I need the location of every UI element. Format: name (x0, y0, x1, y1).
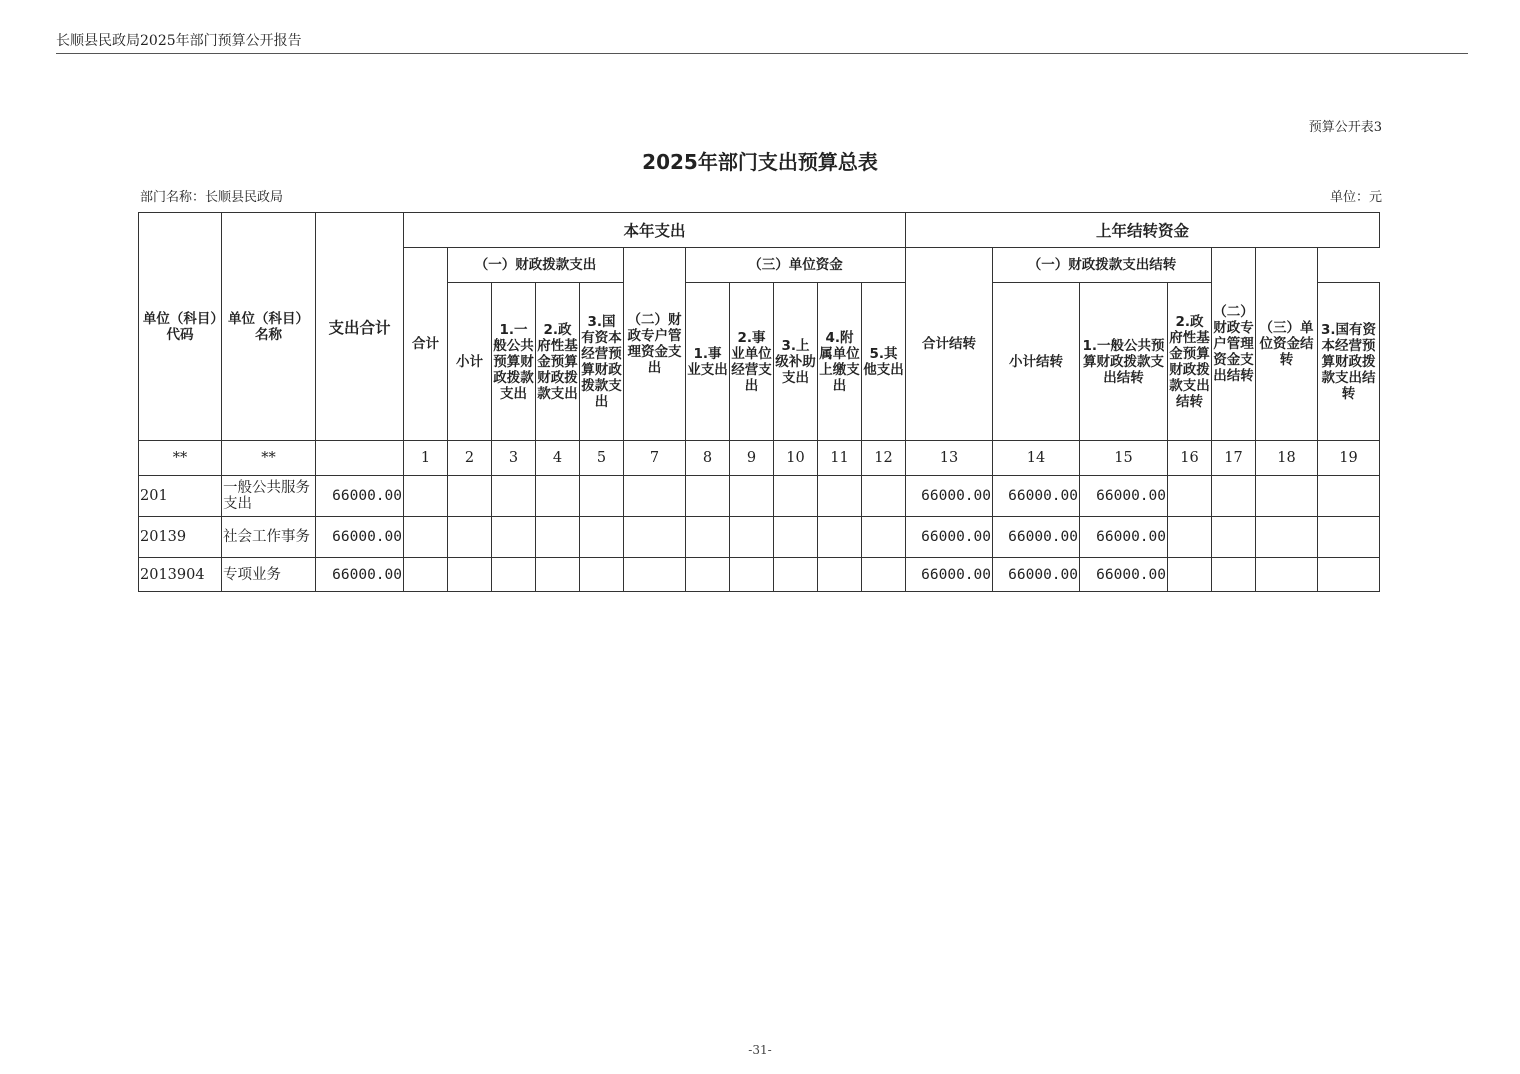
row-prior-year-cell (1168, 517, 1212, 558)
index-cell: 10 (774, 441, 818, 476)
col-header-u3: 3.上级补助支出 (774, 283, 818, 441)
group-header-prior-year: 上年结转资金 (906, 213, 1380, 248)
row-current-year-cell (448, 476, 492, 517)
budget-table (138, 212, 1380, 592)
row-current-year-cell (624, 476, 686, 517)
col-header-py-unit: （三）单位资金结转 (1256, 248, 1318, 441)
row-code: 20139 (139, 517, 222, 558)
col-header-u2: 2.事业单位经营支出 (730, 283, 774, 441)
row-prior-year-cell: 66000.00 (993, 558, 1080, 592)
index-cell (316, 441, 404, 476)
table-row (139, 558, 1380, 592)
row-current-year-cell (448, 558, 492, 592)
col-header-cy-sub: 小计 (448, 283, 492, 441)
index-cell: 4 (536, 441, 580, 476)
index-cell: 12 (862, 441, 906, 476)
index-cell: ** (222, 441, 316, 476)
department-label: 部门名称：长顺县民政局 (140, 190, 284, 205)
row-current-year-cell (774, 517, 818, 558)
row-current-year-cell (774, 476, 818, 517)
row-total: 66000.00 (316, 558, 404, 592)
col-header-cy-general: 1.一般公共预算财政拨款支出 (492, 283, 536, 441)
row-prior-year-cell (1168, 558, 1212, 592)
col-header-code: 单位（科目）代码 (139, 213, 222, 441)
index-cell: 19 (1318, 441, 1380, 476)
row-current-year-cell (536, 558, 580, 592)
row-current-year-cell (580, 517, 624, 558)
group-header-py-fiscal: （一）财政拨款支出结转 (993, 248, 1212, 283)
row-code: 2013904 (139, 558, 222, 592)
page-number: -31- (748, 1043, 772, 1057)
row-current-year-cell (818, 558, 862, 592)
row-current-year-cell (730, 476, 774, 517)
col-header-cy-sum: 合计 (404, 248, 448, 441)
row-prior-year-cell (1212, 517, 1256, 558)
row-current-year-cell (774, 558, 818, 592)
row-current-year-cell (536, 517, 580, 558)
group-header-cy-fiscal: （一）财政拨款支出 (448, 248, 624, 283)
row-name: 一般公共服务支出 (222, 476, 316, 517)
row-prior-year-cell: 66000.00 (906, 476, 993, 517)
col-header-u4: 4.附属单位上缴支出 (818, 283, 862, 441)
index-cell: 16 (1168, 441, 1212, 476)
row-current-year-cell (624, 517, 686, 558)
row-current-year-cell (404, 558, 448, 592)
table-row (139, 517, 1380, 558)
row-prior-year-cell: 66000.00 (993, 517, 1080, 558)
row-prior-year-cell: 66000.00 (1080, 517, 1168, 558)
row-prior-year-cell (1212, 476, 1256, 517)
col-header-total: 支出合计 (316, 213, 404, 441)
row-total: 66000.00 (316, 476, 404, 517)
row-current-year-cell (536, 476, 580, 517)
row-current-year-cell (862, 517, 906, 558)
index-cell: 2 (448, 441, 492, 476)
col-header-name: 单位（科目）名称 (222, 213, 316, 441)
col-header-py-special: （二）财政专户管理资金支出结转 (1212, 248, 1256, 441)
index-cell: 18 (1256, 441, 1318, 476)
row-current-year-cell (492, 558, 536, 592)
row-current-year-cell (686, 558, 730, 592)
index-cell: 5 (580, 441, 624, 476)
table-number: 预算公开表3 (1308, 120, 1382, 135)
index-row (139, 441, 1380, 476)
row-current-year-cell (580, 558, 624, 592)
row-prior-year-cell: 66000.00 (1080, 558, 1168, 592)
col-header-cy-special: （二）财政专户管理资金支出 (624, 248, 686, 441)
row-current-year-cell (686, 517, 730, 558)
col-header-py-general: 1.一般公共预算财政拨款支出结转 (1080, 283, 1168, 441)
row-current-year-cell (624, 558, 686, 592)
group-header-current-year: 本年支出 (404, 213, 906, 248)
row-current-year-cell (580, 476, 624, 517)
col-header-cy-state: 3.国有资本经营预算财政拨款支出 (580, 283, 624, 441)
table-row (139, 476, 1380, 517)
row-current-year-cell (492, 517, 536, 558)
row-current-year-cell (492, 476, 536, 517)
row-current-year-cell (404, 517, 448, 558)
row-current-year-cell (404, 476, 448, 517)
row-prior-year-cell: 66000.00 (1080, 476, 1168, 517)
row-code: 201 (139, 476, 222, 517)
col-header-u1: 1.事业支出 (686, 283, 730, 441)
header-divider (56, 53, 1468, 54)
row-current-year-cell (818, 476, 862, 517)
row-prior-year-cell: 66000.00 (993, 476, 1080, 517)
row-prior-year-cell (1256, 558, 1318, 592)
unit-label: 单位：元 (1329, 190, 1382, 205)
group-header-cy-unit: （三）单位资金 (686, 248, 906, 283)
index-cell: ** (139, 441, 222, 476)
row-name: 专项业务 (222, 558, 316, 592)
col-header-u5: 5.其他支出 (862, 283, 906, 441)
row-prior-year-cell (1212, 558, 1256, 592)
row-prior-year-cell (1256, 517, 1318, 558)
row-current-year-cell (686, 476, 730, 517)
table-title: 2025年部门支出预算总表 (642, 150, 878, 174)
document-header: 长顺县民政局2025年部门预算公开报告 (56, 33, 302, 49)
row-prior-year-cell (1168, 476, 1212, 517)
row-total: 66000.00 (316, 517, 404, 558)
row-prior-year-cell (1318, 558, 1380, 592)
row-name: 社会工作事务 (222, 517, 316, 558)
col-header-py-sum: 合计结转 (906, 248, 993, 441)
row-current-year-cell (448, 517, 492, 558)
row-current-year-cell (818, 517, 862, 558)
index-cell: 3 (492, 441, 536, 476)
row-current-year-cell (730, 517, 774, 558)
index-cell: 7 (624, 441, 686, 476)
row-current-year-cell (730, 558, 774, 592)
row-current-year-cell (862, 558, 906, 592)
index-cell: 14 (993, 441, 1080, 476)
row-prior-year-cell (1318, 517, 1380, 558)
row-prior-year-cell: 66000.00 (906, 517, 993, 558)
index-cell: 9 (730, 441, 774, 476)
col-header-py-fund: 2.政府性基金预算财政拨款支出结转 (1168, 283, 1212, 441)
index-cell: 8 (686, 441, 730, 476)
index-cell: 1 (404, 441, 448, 476)
row-prior-year-cell (1318, 476, 1380, 517)
col-header-cy-fund: 2.政府性基金预算财政拨款支出 (536, 283, 580, 441)
col-header-py-sub: 小计结转 (993, 283, 1080, 441)
index-cell: 11 (818, 441, 862, 476)
index-cell: 13 (906, 441, 993, 476)
row-current-year-cell (862, 476, 906, 517)
row-prior-year-cell: 66000.00 (906, 558, 993, 592)
index-cell: 15 (1080, 441, 1168, 476)
index-cell: 17 (1212, 441, 1256, 476)
col-header-py-state: 3.国有资本经营预算财政拨款支出结转 (1318, 283, 1380, 441)
row-prior-year-cell (1256, 476, 1318, 517)
